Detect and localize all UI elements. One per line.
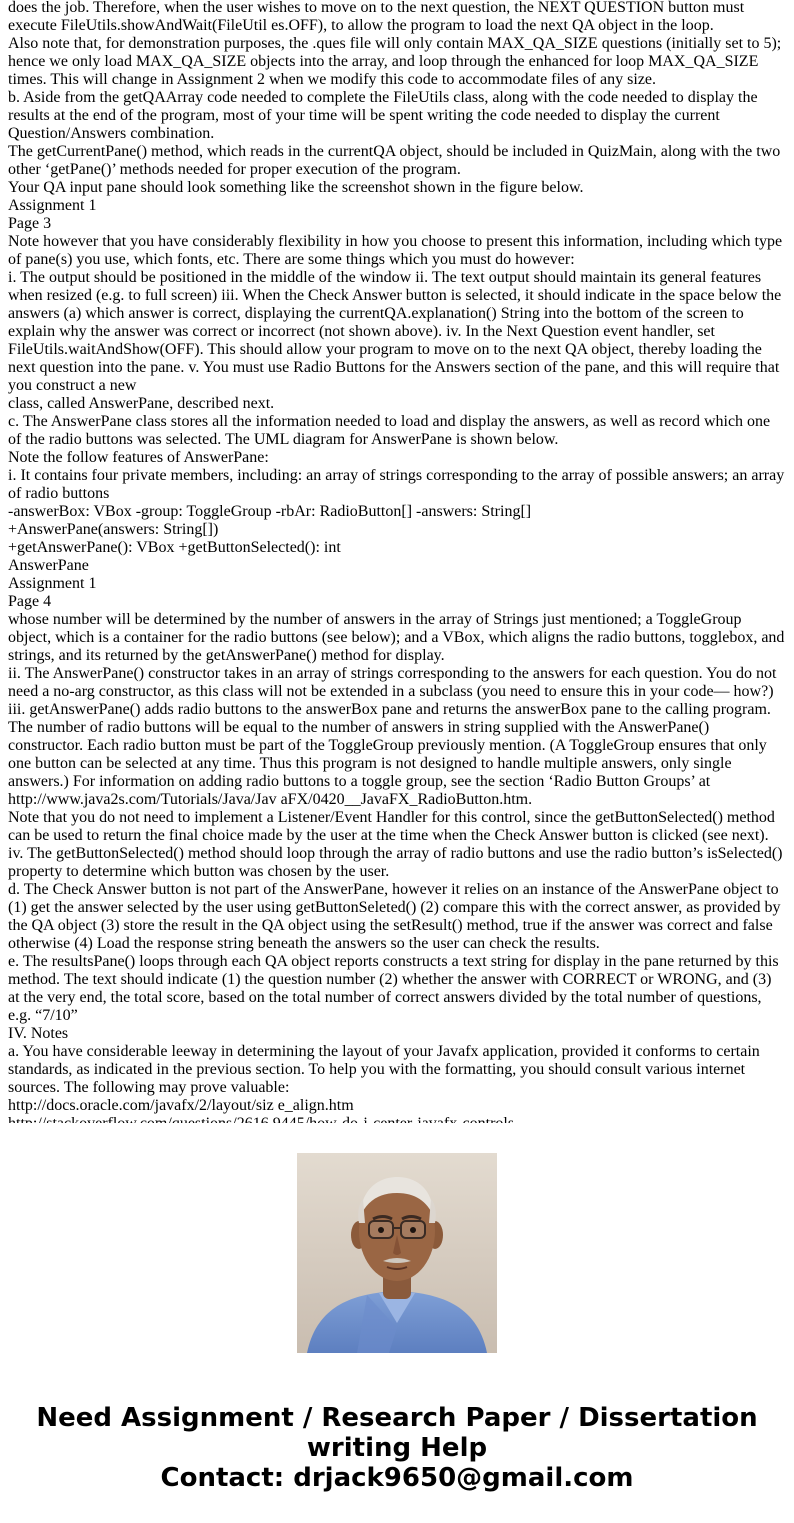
uml-constructor: +AnswerPane(answers: String[]) xyxy=(8,521,219,538)
promo-line: Need Assignment / Research Paper / Dissertation xyxy=(36,1403,758,1433)
page-header: Assignment 1 xyxy=(8,575,97,592)
paragraph: a. You have considerable leeway in determining the layout of your Javafx application, provided it conforms to certain standards, as indicated in the previous section. To help you with the formatting, you should consult various internet sources. The following may prove valuable: xyxy=(8,1043,760,1096)
page-header: Assignment 1 xyxy=(8,197,97,214)
paragraph: Note however that you have considerably flexibility in how you choose to present this information, including which type of pane(s) you use, which fonts, etc. There are some things which you must do however: xyxy=(8,233,783,268)
page-number: Page 4 xyxy=(8,593,52,610)
paragraph: does the job. Therefore, when the user wishes to move on to the next question, the NEXT QUESTION button must execute FileUtils.showAndWait(FileUtil es.OFF), to allow the program to load the next QA object in the loop. xyxy=(8,0,745,34)
paragraph: Your QA input pane should look something like the screenshot shown in the figure below. xyxy=(8,179,584,196)
paragraph: i. The output should be positioned in the middle of the window ii. The text output should maintain its general features when resized (e.g. to full screen) iii. When the Check Answer button is selected, it should indicate in the space below the answers (a) which answer is correct, displaying the currentQA.explanation() String into the bottom of the screen to explain why the answer was correct or incorrect (not shown above). iv. In the Next Question event handler, set FileUtils.waitAndShow(OFF). This should allow your program to move on to the next QA object, thereby loading the next question into the pane. v. You must use Radio Buttons for the Answers section of the pane, and this will require that you construct a new xyxy=(8,269,782,394)
uml-attributes: -answerBox: VBox -group: ToggleGroup -rbAr: RadioButton[] -answers: String[] xyxy=(8,503,532,520)
uml-methods: +getAnswerPane(): VBox +getButtonSelected(): int xyxy=(8,539,341,556)
uml-class-name: AnswerPane xyxy=(8,557,89,574)
reference-link: http://docs.oracle.com/javafx/2/layout/siz e_align.htm xyxy=(8,1097,354,1114)
page-number: Page 3 xyxy=(8,215,52,232)
section-heading: IV. Notes xyxy=(8,1025,69,1042)
paragraph: class, called AnswerPane, described next. xyxy=(8,395,275,412)
paragraph: Also note that, for demonstration purposes, the .ques file will only contain MAX_QA_SIZE questions (initially set to 5); hence we only load MAX_QA_SIZE objects into the array, and loop through the enhanced for loop MAX_QA_SIZE times. This will change in Assignment 2 when we modify this code to accommodate files of any size. xyxy=(8,35,782,88)
promo-message xyxy=(0,1403,794,1493)
contact-email: Contact: drjack9650@gmail.com xyxy=(160,1463,634,1493)
paragraph: b. Aside from the getQAArray code needed to complete the FileUtils class, along with the code needed to display the results at the end of the program, most of your time will be spent writing the code needed to display the current Question/Answers combination. xyxy=(8,89,758,142)
paragraph: Note the follow features of AnswerPane: xyxy=(8,449,269,466)
paragraph: ii. The AnswerPane() constructor takes in an array of strings corresponding to the answers for each question. You do not need a no-arg constructor, as this class will not be extended in a subclass (you need to ensure this in your code— how?) iii. getAnswerPane() adds radio buttons to the answerBox pane and returns the answerBox pane to the calling program. The number of radio buttons will be equal to the number of answers in string supplied with the AnswerPane() constructor. Each radio button must be part of the ToggleGroup previously mention. (A ToggleGroup ensures that only one button can be selected at any time. Thus this program is not designed to handle multiple answers, only single answers.) For information on adding radio buttons to a toggle group, see the section ‘Radio Button Groups’ at http://www.java2s.com/Tutorials/Java/Jav aFX/0420__JavaFX_RadioButton.htm. xyxy=(8,665,777,808)
paragraph: Note that you do not need to implement a Listener/Event Handler for this control, since the getButtonSelected() method can be used to return the final choice made by the user at the time when the Check Answer button is clicked (see next). iv. The getButtonSelected() method should loop through the array of radio buttons and use the radio button’s isSelected() property to determine which button was chosen by the user. xyxy=(8,809,783,880)
paragraph: c. The AnswerPane class stores all the information needed to load and display the answers, as well as record which one of the radio buttons was selected. The UML diagram for AnswerPane is shown below. xyxy=(8,413,771,448)
promo-line: writing Help xyxy=(306,1433,488,1463)
paragraph: e. The resultsPane() loops through each QA object reports constructs a text string for display in the pane returned by this method. The text should indicate (1) the question number (2) whether the answer with CORRECT or WRONG, and (3) at the very end, the total score, based on the total number of correct answers divided by the total number of questions, e.g. “7/10” xyxy=(8,953,779,1024)
promo-banner xyxy=(0,1123,794,1523)
document-text xyxy=(8,0,786,1122)
paragraph: The getCurrentPane() method, which reads in the currentQA object, should be included in QuizMain, along with the two other ‘getPane()’ methods needed for proper execution of the program. xyxy=(8,143,781,178)
paragraph: whose number will be determined by the number of answers in the array of Strings just mentioned; a ToggleGroup object, which is a container for the radio buttons (see below); and a VBox, which aligns the radio buttons, togglebox, and strings, and its returned by the getAnswerPane() method for display. xyxy=(8,611,785,664)
paragraph: d. The Check Answer button is not part of the AnswerPane, however it relies on an instance of the AnswerPane object to (1) get the answer selected by the user using getButtonSeleted() (2) compare this with the correct answer, as provided by the QA object (3) store the result in the QA object using the setResult() method, true if the answer was correct and false otherwise (4) Load the response string beneath the answers so the user can check the results. xyxy=(8,881,781,952)
paragraph: i. It contains four private members, including: an array of strings corresponding to the array of possible answers; an array of radio buttons xyxy=(8,467,785,502)
person-portrait-icon xyxy=(297,1153,497,1353)
